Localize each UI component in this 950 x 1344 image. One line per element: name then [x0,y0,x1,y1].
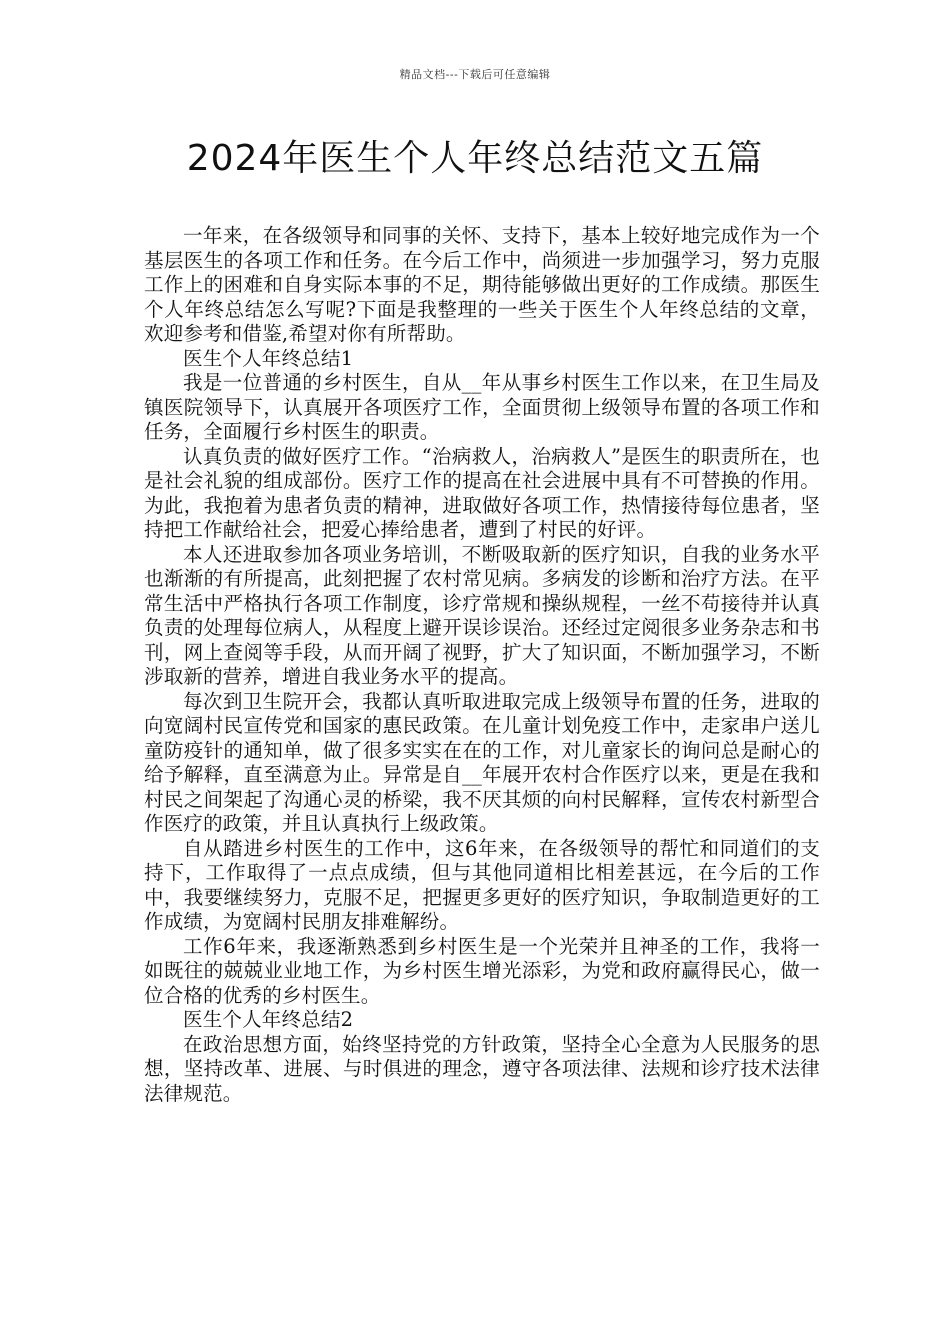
body-paragraph: 本人还进取参加各项业务培训，不断吸取新的医疗知识，自我的业务水平也渐渐的有所提高，此刻把握了农村常见病。多病发的诊断和治疗方法。在平常生活中严格执行各项工作制度，诊疗常规和操纵规程，一丝不苟接待并认真负责的处理每位病人，从程度上避开误诊误治。还经过定阅很多业务杂志和书刊，网上查阅等手段，从而开阔了视野，扩大了知识面，不断加强学习，不断涉取新的营养，增进自我业务水平的提高。 [144,542,820,688]
section-heading-1: 医生个人年终总结1 [183,346,354,370]
body-paragraph: 工作6年来，我逐渐熟悉到乡村医生是一个光荣并且神圣的工作，我将一如既往的兢兢业业地工作，为乡村医生增光添彩，为党和政府赢得民心，做一位合格的优秀的乡村医生。 [144,934,820,1007]
body-paragraph: 认真负责的做好医疗工作。“治病救人，治病救人”是医生的职责所在，也是社会礼貌的组成部份。医疗工作的提高在社会进展中具有不可替换的作用。为此，我抱着为患者负责的精神，进取做好各项工作，热情接待每位患者，坚持把工作献给社会，把爱心捧给患者，遭到了村民的好评。 [144,444,820,541]
body-paragraph: 每次到卫生院开会，我都认真听取进取完成上级领导布置的任务，进取的向宽阔村民宣传党和国家的惠民政策。在儿童计划免疫工作中，走家串户送儿童防疫针的通知单，做了很多实实在在的工作，对儿童家长的询问总是耐心的给予解释，直至满意为止。异常是自__年展开农村合作医疗以来，更是在我和村民之间架起了沟通心灵的桥梁，我不厌其烦的向村民解释，宣传农村新型合作医疗的政策，并且认真执行上级政策。 [144,689,820,835]
body-paragraph: 在政治思想方面，始终坚持党的方针政策，坚持全心全意为人民服务的思想，坚持改革、进展、与时俱进的理念，遵守各项法律、法规和诊疗技术法律法律规范。 [144,1032,820,1105]
intro-paragraph: 一年来，在各级领导和同事的关怀、支持下，基本上较好地完成作为一个基层医生的各项工作和任务。在今后工作中，尚须进一步加强学习，努力克服工作上的困难和自身实际本事的不足，期待能够做出更好的工作成绩。那医生个人年终总结怎么写呢?下面是我整理的一些关于医生个人年终总结的文章，欢迎参考和借鉴,希望对你有所帮助。 [144,224,820,345]
header-note: 精品文档---下载后可任意编辑 [399,68,551,81]
body-paragraph: 自从踏进乡村医生的工作中，这6年来，在各级领导的帮忙和同道们的支持下，工作取得了一点点成绩，但与其他同道相比相差甚远，在今后的工作中，我要继续努力，克服不足，把握更多更好的医疗知识，争取制造更好的工作成绩，为宽阔村民朋友排难解纷。 [144,836,820,933]
section-heading-2: 医生个人年终总结2 [183,1008,354,1031]
body-paragraph: 我是一位普通的乡村医生，自从__年从事乡村医生工作以来，在卫生局及镇医院领导下，认真展开各项医疗工作，全面贯彻上级领导布置的各项工作和任务，全面履行乡村医生的职责。 [144,371,820,443]
document-body [144,224,820,1106]
document-title: 2024年医生个人年终总结范文五篇 [186,138,764,179]
